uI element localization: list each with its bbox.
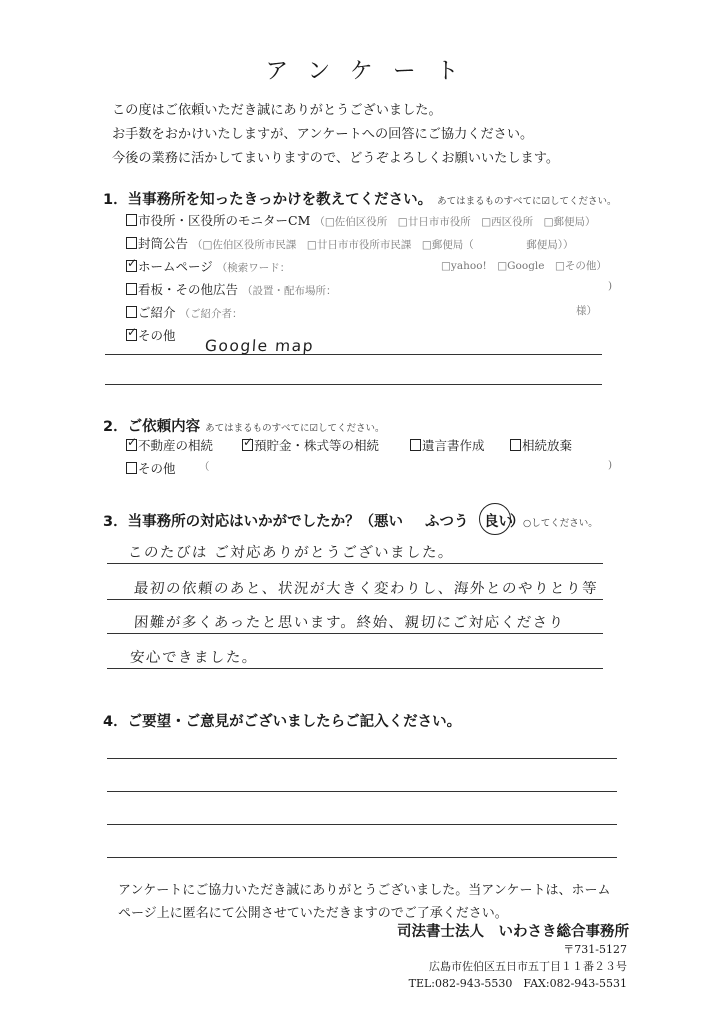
q3-handwritten-line: 最初の依頼のあと、状況が大きく変わりし、海外とのやりとり等	[133, 581, 599, 597]
checkbox-deposits[interactable]	[242, 439, 253, 451]
option-label: 看板・その他広告	[138, 282, 239, 297]
answer-line	[107, 599, 603, 600]
q3-note: ○してください。	[523, 518, 598, 529]
checkbox-renounce[interactable]	[510, 439, 521, 451]
q2-option-will[interactable]	[410, 436, 485, 454]
q1-option-referral[interactable]	[126, 303, 243, 321]
answer-line	[107, 824, 617, 825]
option-label: 不動産の相続	[138, 438, 214, 453]
q1-note: あてはまるものすべてに☑してください。	[437, 196, 617, 207]
option-label: 預貯金・株式等の相続	[254, 438, 380, 453]
q3-handwritten-line: このたびは ご対応ありがとうございました。	[127, 545, 455, 561]
q3-close: ）	[510, 514, 525, 530]
checkbox-real-estate[interactable]	[126, 439, 137, 451]
checkbox-signboard[interactable]	[126, 283, 137, 295]
answer-line	[105, 384, 602, 385]
answer-line	[107, 668, 603, 669]
option-label: その他	[138, 328, 176, 343]
option-sub: （□佐伯区役所 □廿日市市役所 □西区役所 □郵便局）	[314, 216, 596, 228]
checkbox-other[interactable]	[126, 329, 137, 341]
intro-line-1: この度はご依頼いただき誠にありがとうございました。	[112, 103, 442, 118]
rating-bad[interactable]: 悪い	[374, 514, 403, 530]
checkbox-will[interactable]	[410, 439, 421, 451]
answer-line	[107, 857, 617, 858]
q1-referral-end: 様）	[576, 305, 597, 317]
q4-label: 4．ご要望・ご意見がございましたらご記入ください。	[103, 714, 462, 730]
q1-option-signboard[interactable]	[126, 280, 337, 298]
firm-phone: TEL:082-943-5530 FAX:082-943-5531	[408, 977, 627, 990]
footer-line-2: ページ上に匿名にて公開させていただきますのでご了承ください。	[118, 906, 508, 921]
option-label: その他	[138, 461, 176, 476]
rating-good[interactable]: 良い	[484, 514, 513, 530]
option-label: 市役所・区役所のモニターCM	[138, 213, 311, 228]
q2-option-other[interactable]	[126, 459, 176, 477]
q1-handwritten-answer: Google map	[204, 337, 315, 355]
q2-label: 2．ご依頼内容	[103, 419, 201, 435]
q2-other-paren-close: )	[608, 459, 613, 471]
q1-label: 1．当事務所を知ったきっかけを教えてください。	[103, 192, 433, 208]
answer-line	[107, 791, 617, 792]
q4-heading	[103, 710, 461, 731]
option-label: 遺言書作成	[422, 438, 485, 453]
answer-line	[107, 758, 617, 759]
footer-line-1: アンケートにご協力いただき誠にありがとうございました。当アンケートは、ホーム	[118, 883, 611, 898]
checkbox-referral[interactable]	[126, 306, 137, 318]
q1-signboard-end: )	[608, 280, 613, 292]
firm-name: 司法書士法人 いわさき総合事務所	[397, 924, 629, 940]
checkbox-monitor[interactable]	[126, 214, 137, 226]
option-label: 相続放棄	[522, 438, 573, 453]
intro-line-2: お手数をおかけいたしますが、アンケートへの回答にご協力ください。	[112, 127, 534, 142]
selected-rating-circle	[479, 503, 511, 535]
checkbox-envelope[interactable]	[126, 237, 137, 249]
q1-option-monitor[interactable]	[126, 211, 596, 229]
answer-line	[107, 633, 603, 634]
q3-label: 3．当事務所の対応はいかがでしたか？（	[103, 514, 375, 530]
q2-other-paren-open: （	[199, 461, 210, 473]
q1-option-envelope[interactable]	[126, 234, 574, 252]
q3-handwritten-line: 安心できました。	[129, 650, 259, 666]
firm-postal: 〒731-5127	[563, 943, 627, 956]
answer-line	[105, 354, 602, 355]
option-label: ご紹介	[138, 305, 176, 320]
checkbox-other[interactable]	[126, 462, 137, 474]
firm-address: 広島市佐伯区五日市五丁目１１番２３号	[429, 960, 627, 973]
page-title: アンケート	[265, 58, 479, 84]
q1-search-engines: □yahoo! □Google □その他）	[441, 260, 607, 272]
q1-option-other[interactable]	[126, 326, 176, 344]
option-sub: （ご紹介者：	[179, 308, 243, 320]
option-label: ホームページ	[138, 259, 213, 274]
intro-line-3: 今後の業務に活かしてまいりますので、どうぞよろしくお願いいたします。	[112, 151, 560, 166]
answer-line	[107, 563, 603, 564]
q1-option-homepage[interactable]	[126, 257, 290, 275]
option-sub: （□佐伯区役所市民課 □廿日市市役所市民課 □郵便局（ 郵便局））	[192, 239, 574, 251]
option-label: 封筒公告	[138, 236, 189, 251]
q2-option-deposits[interactable]	[242, 436, 379, 454]
q2-option-renounce[interactable]	[510, 436, 572, 454]
q3-heading	[103, 510, 374, 531]
q2-heading	[103, 415, 384, 436]
rating-normal[interactable]: ふつう	[425, 514, 469, 530]
q1-heading	[103, 188, 616, 209]
q3-handwritten-line: 困難が多くあったと思います。終始、親切にご対応くださり	[133, 615, 566, 631]
option-sub: （検索ワード：	[216, 262, 291, 274]
q2-option-real-estate[interactable]	[126, 436, 213, 454]
option-sub: （設置・配布場所：	[242, 285, 337, 297]
checkbox-homepage[interactable]	[126, 260, 137, 272]
q2-note: あてはまるものすべてに☑してください。	[205, 423, 385, 434]
